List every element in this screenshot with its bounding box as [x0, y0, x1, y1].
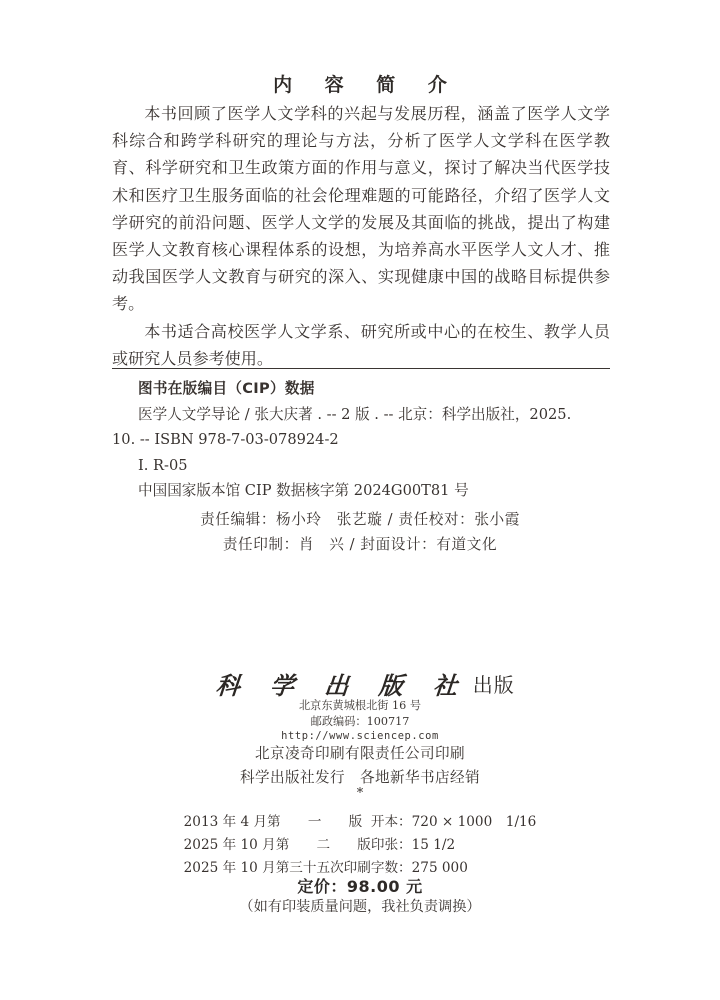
edition-row-1-left: 2013 年 4 月第 一 版 — [183, 813, 363, 830]
cip-verification-number: 中国国家版本馆 CIP 数据核字第 2024G00T81 号 — [138, 482, 469, 499]
publisher-postcode: 邮政编码：100717 — [310, 714, 410, 728]
edition-table — [184, 810, 537, 879]
cip-heading: 图书在版编目（CIP）数据 — [138, 380, 315, 397]
edition-row-1-right: 开本：720 × 1000 1/16 — [370, 813, 537, 830]
asterisk-separator: * — [356, 786, 364, 801]
price-label: 定价：98.00 元 — [297, 877, 423, 896]
publisher-name-calligraphy: 科 学 出 版 社 — [214, 671, 470, 700]
cip-entry-line-2: 10. -- ISBN 978-7-03-078924-2 — [112, 431, 339, 448]
edition-details — [0, 810, 720, 879]
abstract-paragraph-1: 本书回顾了医学人文学科的兴起与发展历程，涵盖了医学人文学科综合和跨学科研究的理论与方法，分析了医学人文学科在医学教育、科学研究和卫生政策方面的作用与意义，探讨了解决当代医学技术和医疗卫生服务面临的社会伦理难题的可能路径，介绍了医学人文学研究的前沿问题、医学人文学的发展及其面临的挑战，提出了构建医学人文教育核心课程体系的设想，为培养高水平医学人文人才、推动我国医学人文教育与研究的深入、实现健康中国的战略目标提供参考。 — [112, 104, 610, 314]
edition-row-3-left: 2025 年 10 月第三十五次印刷 — [183, 859, 371, 876]
cip-divider-rule — [112, 368, 610, 369]
publisher-street-address: 北京东黄城根北街 16 号 — [298, 699, 422, 712]
printing-distribution-block — [0, 742, 720, 790]
abstract-body — [112, 100, 610, 372]
abstract-paragraph-2: 本书适合高校医学人文学系、研究所或中心的在校生、教学人员或研究人员参考使用。 — [112, 321, 610, 368]
printer-name: 北京凌奇印刷有限责任公司印刷 — [255, 745, 465, 762]
cip-entry-line-1: 医学人文学导论 / 张大庆著 . -- 2 版 . -- 北京：科学出版社，2025. — [138, 405, 572, 423]
publisher-address-block — [0, 698, 720, 745]
credits-print-line: 责任印制：肖 兴 / 封面设计：有道文化 — [222, 535, 498, 553]
publisher-publish-suffix: 出版 — [472, 673, 515, 697]
edition-row-3-right: 字数：275 000 — [370, 859, 468, 876]
credits-editor-line: 责任编辑：杨小玲 张艺璇 / 责任校对：张小霞 — [200, 511, 520, 528]
abstract-heading: 内 容 简 介 — [273, 74, 460, 96]
table-row — [184, 810, 537, 833]
cip-classification-code: Ⅰ. R-05 — [138, 456, 188, 474]
distribution-line: 科学出版社发行 各地新华书店经销 — [240, 769, 480, 786]
cip-block — [112, 376, 612, 504]
publisher-logo — [0, 666, 720, 701]
edition-row-2-left: 2025 年 10 月第 二 版 — [183, 836, 371, 853]
publisher-website-url: http://www.sciencep.com — [281, 730, 439, 742]
production-credits — [0, 508, 720, 557]
edition-row-2-right: 印张：15 1/2 — [370, 836, 456, 853]
table-row — [184, 833, 537, 856]
return-policy-note: （如有印装质量问题，我社负责调换） — [239, 899, 481, 915]
